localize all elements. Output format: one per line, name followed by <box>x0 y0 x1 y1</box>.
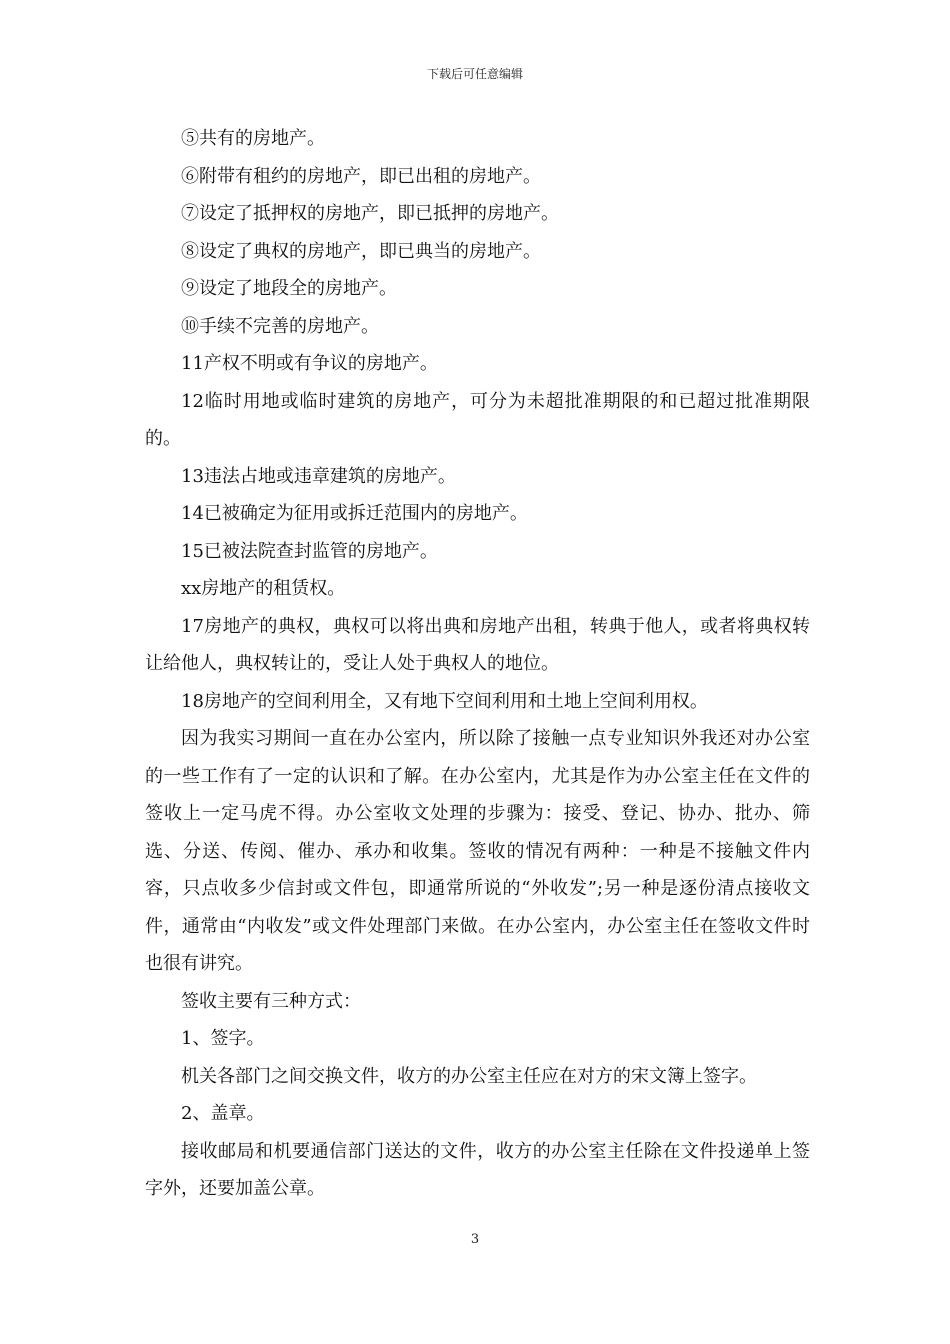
list-item-15: 15已被法院查封监管的房地产。 <box>181 540 438 562</box>
list-item-8: ⑧设定了典权的房地产，即已典当的房地产。 <box>181 240 541 262</box>
page-number: 3 <box>470 1232 480 1247</box>
list-item-18: 18房地产的空间利用全，又有地下空间利用和土地上空间利用权。 <box>181 690 708 712</box>
list-item-7: ⑦设定了抵押权的房地产，即已抵押的房地产。 <box>181 203 559 224</box>
list-item-10: ⑩手续不完善的房地产。 <box>181 315 379 337</box>
document-body <box>145 120 810 1208</box>
method-2-description: 接收邮局和机要通信部门送达的文件，收方的办公室主任除在文件投递单上签字外，还要加盖公章。 <box>145 1140 810 1199</box>
list-item-13: 13违法占地或违章建筑的房地产。 <box>181 465 456 487</box>
sign-methods-intro: 签收主要有三种方式： <box>181 990 361 1012</box>
method-1-heading: 1、签字。 <box>181 1028 265 1049</box>
list-item-9: ⑨设定了地段全的房地产。 <box>181 278 397 299</box>
method-1-description: 机关各部门之间交换文件，收方的办公室主任应在对方的宋文簿上签字。 <box>181 1065 757 1087</box>
list-item-6: ⑥附带有租约的房地产，即已出租的房地产。 <box>181 165 541 187</box>
list-item-11: 11产权不明或有争议的房地产。 <box>181 353 438 374</box>
list-item-16: xx房地产的租赁权。 <box>181 578 346 599</box>
method-2-heading: 2、盖章。 <box>181 1103 265 1124</box>
list-item-12: 12临时用地或临时建筑的房地产，可分为未超批准期限的和已超过批准期限的。 <box>145 390 810 449</box>
list-item-14: 14已被确定为征用或拆迁范围内的房地产。 <box>181 503 528 524</box>
page-header: 下载后可任意编辑 <box>426 67 523 81</box>
list-item-5: ⑤共有的房地产。 <box>181 128 325 149</box>
office-internship-paragraph: 因为我实习期间一直在办公室内，所以除了接触一点专业知识外我还对办公室的一些工作有了一定的认识和了解。在办公室内，尤其是作为办公室主任在文件的签收上一定马虎不得。办公室收文处理的步骤为：接受、登记、协办、批办、筛选、分送、传阅、催办、承办和收集。签收的情况有两种：一种是不接触文件内容，只点收多少信封或文件包，即通常所说的“外收发”;另一种是逐份清点接收文件，通常由“内收发”或文件处理部门来做。在办公室内，办公室主任在签收文件时也很有讲究。 <box>145 728 810 974</box>
list-item-17: 17房地产的典权，典权可以将出典和房地产出租，转典于他人，或者将典权转让给他人，典权转让的，受让人处于典权人的地位。 <box>145 615 810 674</box>
